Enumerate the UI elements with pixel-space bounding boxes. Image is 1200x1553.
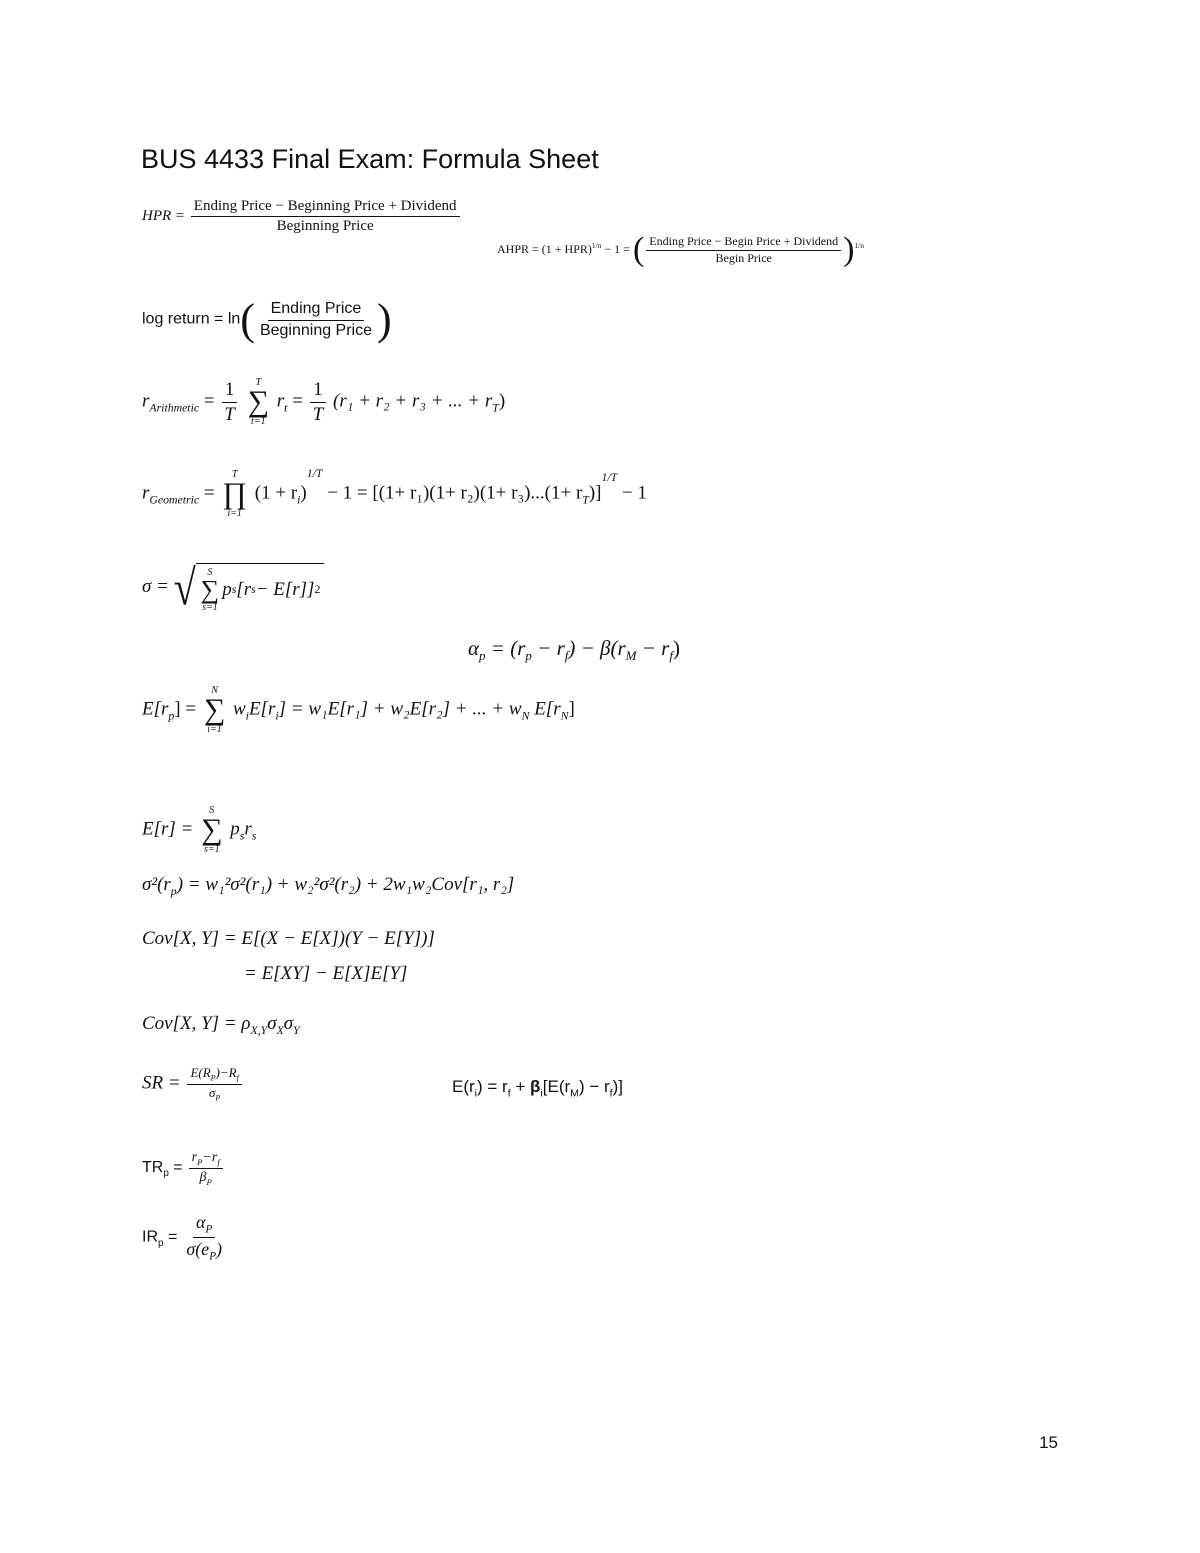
geo-lhs-sub: Geometric: [149, 493, 200, 507]
alpha-rhs: = (r: [490, 636, 526, 660]
er-rhs: p: [230, 818, 240, 840]
tr-lhs: TR: [142, 1158, 164, 1176]
cc-sub-xy: X,Y: [250, 1023, 268, 1037]
pr-tail: E[r: [534, 698, 561, 720]
sigma-bracket-sub: s: [251, 583, 256, 597]
var-sub-p: p: [170, 884, 177, 898]
ahpr-denominator: Begin Price: [715, 250, 772, 265]
alpha-close: ): [672, 636, 680, 660]
cc-sub-y: Y: [293, 1023, 300, 1037]
er-sum-operator: S ∑ s=1: [201, 805, 223, 855]
ir-num: α: [196, 1212, 206, 1232]
covariance-correlation-formula: [142, 1013, 300, 1038]
sum-upper: T: [255, 377, 262, 388]
pr-sum-operator: N ∑ i=1: [203, 685, 226, 735]
alpha-lhs-sub: p: [479, 648, 486, 664]
alpha-beta: ) − β(r: [568, 636, 626, 660]
hpr-lhs: HPR =: [142, 208, 186, 225]
hpr-denominator: Beginning Price: [276, 218, 374, 235]
ahpr-formula: AHPR = (1 + HPR)$^{1/n}$ − 1 = ( $\frac{\text{Ending Price − Begin Price + Dividend}}{\text{Begin Price}}$ )$^{1/n}$: [497, 231, 864, 268]
alpha-sub-2: f: [564, 648, 569, 664]
alpha-sub-1: p: [525, 648, 532, 664]
alpha-rhs-mid: − r: [537, 636, 565, 660]
sr-lhs: SR =: [142, 1072, 181, 1094]
var-text: σ²(r: [142, 874, 171, 895]
cc-sigma-x: σ: [267, 1013, 277, 1034]
sigma-sum-operator: S ∑ s=1: [200, 567, 220, 613]
geo-outer-exponent: 1/T: [601, 471, 618, 485]
sr-den: σ: [208, 1084, 216, 1100]
capm-mid: ) = r: [477, 1077, 508, 1096]
treynor-ratio-formula: [142, 1150, 225, 1187]
std-dev-formula: [142, 559, 324, 616]
cc-sigma-y: σ: [283, 1013, 294, 1034]
prod-lower: i=1: [227, 507, 242, 519]
tr-num-mid: −r: [202, 1150, 218, 1165]
tr-num: r: [191, 1150, 198, 1165]
ir-den-close: ): [216, 1239, 223, 1260]
er-sum-upper: S: [209, 805, 215, 816]
sigma-sum-upper: S: [207, 567, 213, 578]
ahpr-outer-exponent: 1/n: [854, 240, 864, 250]
tr-den-sub: P: [206, 1176, 212, 1187]
geo-term: (1 + r: [254, 482, 298, 504]
hpr-fraction: [191, 198, 460, 236]
capm-close: )]: [612, 1077, 623, 1096]
sum-lower: t=1: [251, 415, 266, 427]
product-operator: T ∏ i=1: [222, 469, 247, 519]
pr-sum-upper: N: [211, 685, 218, 696]
alpha-formula: [468, 636, 680, 664]
log-return-lhs: log return = ln: [142, 310, 241, 328]
sigma-bracket: [r: [236, 579, 252, 601]
cc-sub-x: X: [276, 1023, 284, 1037]
pr-lhs-close: ] =: [174, 698, 197, 720]
sigma-bracket-rest: − E[r]]: [255, 579, 315, 601]
geo-middle: − 1 = [(1+ r₁)(1+ r₂)(1+ r₃)...(1+ r: [327, 482, 583, 504]
arith-term: r: [276, 390, 285, 412]
pr-sub-n: N: [521, 709, 530, 723]
geo-tail: − 1: [621, 482, 647, 504]
ahpr-middle: − 1 =: [604, 241, 630, 256]
covariance-line-2: = E[XY] − E[X]E[Y]: [244, 963, 408, 984]
ir-lhs-sub: p: [158, 1237, 164, 1249]
tr-den: β: [199, 1169, 207, 1185]
capm-plus: +: [510, 1077, 531, 1096]
sr-num: E(R: [190, 1065, 211, 1080]
tr-eq: =: [168, 1158, 183, 1176]
alpha-lhs: α: [468, 636, 480, 660]
ir-lhs: IR: [142, 1228, 158, 1246]
capm-sub-f: f: [507, 1087, 511, 1100]
er-rhs-r: r: [244, 818, 252, 840]
er-rhs-sub1: s: [239, 829, 245, 843]
pr-rhs-close: ] = w₁E[r₁] + w₂E[r₂] + ... + w: [278, 698, 522, 720]
pr-rhs-text: E[r: [248, 698, 276, 720]
log-return-denominator: Beginning Price: [259, 321, 373, 339]
covariance-line-1: Cov[X, Y] = E[(X − E[X])(Y − E[Y])]: [142, 928, 435, 949]
pr-rhs: w: [232, 698, 246, 720]
prod-upper: T: [231, 469, 238, 480]
pr-tail-sub-n: N: [560, 709, 569, 723]
sr-num-sub2: f: [236, 1073, 239, 1083]
log-return-fraction: [257, 300, 375, 340]
portfolio-variance-formula: [142, 874, 514, 899]
capm-tail: ) − r: [578, 1077, 610, 1096]
geo-middle-close: )]: [588, 482, 602, 504]
alpha-rhs-mid2: − r: [641, 636, 670, 660]
information-ratio-formula: [142, 1212, 227, 1264]
geo-exponent: 1/T: [306, 467, 323, 481]
tr-fraction: [189, 1150, 223, 1187]
arith-lhs-sub: Arithmetic: [149, 401, 200, 415]
capm-text: E(r: [452, 1077, 475, 1096]
sr-num-sub: P: [210, 1073, 216, 1083]
capm-bracket: [E(r: [542, 1077, 571, 1096]
alpha-sub-3: M: [625, 648, 637, 664]
sigma-sum-lower: s=1: [202, 601, 218, 613]
geo-term-close: ): [300, 482, 307, 504]
sr-num-rest: )−R: [215, 1065, 237, 1080]
ir-den: σ(e: [186, 1239, 210, 1260]
sum-operator: T ∑ t=1: [247, 377, 270, 427]
cc-text: Cov[X, Y] = ρ: [142, 1013, 251, 1034]
arith-rhs: (r₁ + r₂ + r₃ + ... + r: [333, 390, 493, 412]
arithmetic-mean-formula: $r_{Arithmetic}$ = $\frac{1}{T}$ T ∑ t=1 $r_t$ = $\frac{1}{T}$ (r₁ + r₂ + r₃ + ... + $r_T$): [142, 377, 506, 427]
ir-fraction: [183, 1212, 225, 1264]
arith-term-sub: t: [284, 401, 288, 415]
er-sum-lower: s=1: [203, 843, 220, 855]
pr-sum-lower: i=1: [207, 723, 222, 735]
arith-rhs-close: ): [498, 390, 506, 412]
page-title: BUS 4433 Final Exam: Formula Sheet: [141, 144, 599, 174]
ir-den-sub: P: [209, 1251, 217, 1264]
hpr-numerator: Ending Price − Beginning Price + Dividend: [191, 198, 460, 217]
pr-tail-close: ]: [568, 698, 575, 720]
sqrt: √ S ∑ s=1 p s [r s − E[r]] 2: [174, 563, 325, 613]
ir-num-sub: P: [205, 1223, 213, 1236]
capm-sub-i: i: [474, 1087, 478, 1100]
hpr-formula: [142, 198, 462, 236]
sigma-body: p: [222, 579, 232, 601]
log-return-numerator: Ending Price: [268, 300, 365, 320]
sr-fraction: [187, 1066, 241, 1103]
sigma-lhs: σ =: [142, 576, 169, 598]
capm-sub-f2: f: [609, 1087, 613, 1100]
page-number: 15: [1039, 1433, 1058, 1452]
geometric-mean-formula: $r_{Geometric}$ = T ∏ i=1 $(1 + r_i)^{1/T} - 1 = [(1+ r_1)(1+ r_2)(1+ r_3)...(1+ r_T)]^{1/T} - 1$: [142, 467, 647, 519]
arith-rhs-sub: T: [492, 401, 499, 415]
ahpr-fraction: [646, 235, 841, 266]
expected-return-formula: [142, 806, 256, 855]
alpha-sub-4: f: [669, 648, 673, 664]
sharpe-ratio-formula: [142, 1066, 244, 1103]
geo-middle-sub: T: [582, 493, 589, 507]
portfolio-return-formula: $E[r_p]$ = N ∑ i=1 $w_iE[r_i] = w_1E[r_1] + w_2E[r_2]$ + ... + $w_N$ $E[r_N]$: [142, 685, 575, 735]
var-rest: ) = w₁²σ²(r₁) + w₂²σ²(r₂) + 2w₁w₂Cov[r₁, r₂]: [176, 874, 515, 895]
ir-eq: =: [163, 1228, 178, 1246]
ahpr-exponent: 1/n: [591, 240, 602, 250]
tr-lhs-sub: p: [163, 1168, 169, 1180]
capm-formula: [452, 1077, 623, 1099]
sigma-power: 2: [314, 583, 321, 597]
pr-lhs: E[r: [142, 698, 169, 720]
geo-term-sub: i: [297, 493, 301, 507]
sr-den-sub: P: [215, 1093, 221, 1103]
capm-sub-beta: i: [540, 1087, 543, 1100]
ahpr-lhs: AHPR = (1 + HPR): [497, 241, 592, 256]
log-return-formula: log return = ln( $\frac{\text{Ending Price}}{\text{Beginning Price}}$ ): [142, 295, 392, 344]
tr-num-sub2: f: [217, 1156, 220, 1167]
tr-num-sub: P: [197, 1156, 203, 1167]
ahpr-numerator: Ending Price − Begin Price + Dividend: [646, 235, 841, 251]
er-rhs-sub2: s: [251, 829, 257, 843]
pr-lhs-sub: p: [168, 709, 175, 723]
capm-sub-m: M: [570, 1087, 579, 1100]
capm-beta: β: [530, 1077, 541, 1096]
er-lhs: E[r] =: [142, 818, 194, 840]
arith-lhs: r: [142, 390, 150, 412]
sigma-body-sub: s: [231, 583, 237, 597]
geo-lhs: r: [142, 482, 150, 504]
